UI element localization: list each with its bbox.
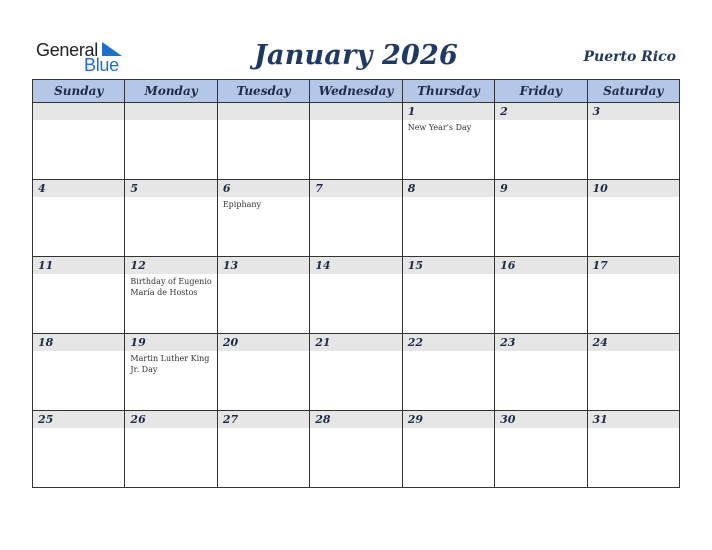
day-number: 15: [403, 257, 494, 274]
holiday-label: Epiphany: [222, 200, 262, 209]
day-cell: [125, 411, 217, 488]
week-row: [33, 334, 680, 411]
day-cell: [310, 411, 402, 488]
logo-text-blue: Blue: [84, 55, 119, 75]
day-cell: [217, 180, 309, 257]
day-cell: [125, 180, 217, 257]
day-cell: [33, 257, 125, 334]
day-number: 18: [33, 334, 124, 351]
weekday-header: Thursday: [402, 80, 494, 103]
day-number: 1: [403, 103, 494, 120]
day-cell: [310, 103, 402, 180]
day-cell: [495, 103, 587, 180]
day-number: 30: [495, 411, 586, 428]
day-cell: [125, 103, 217, 180]
day-cell: [217, 103, 309, 180]
holiday-label: Birthday of Eugenio María de Hostos: [130, 277, 212, 297]
day-number: 4: [33, 180, 124, 197]
day-cell: [217, 334, 309, 411]
day-cell: [402, 103, 494, 180]
day-cell: [33, 103, 125, 180]
day-cell: [587, 257, 679, 334]
day-cell: [310, 334, 402, 411]
day-number: 10: [588, 180, 679, 197]
day-cell: [495, 180, 587, 257]
day-number: 22: [403, 334, 494, 351]
day-number: 7: [310, 180, 401, 197]
day-cell: [310, 180, 402, 257]
weekday-header: Sunday: [33, 80, 125, 103]
day-cell: [495, 411, 587, 488]
day-number: 16: [495, 257, 586, 274]
day-cell: [587, 334, 679, 411]
weekday-header: Tuesday: [217, 80, 309, 103]
day-cell: [402, 411, 494, 488]
day-number: [33, 103, 124, 120]
day-number: 31: [588, 411, 679, 428]
day-cell: [217, 411, 309, 488]
day-cell: [495, 334, 587, 411]
week-row: [33, 257, 680, 334]
weekday-header-row: [33, 80, 680, 103]
day-cell: [495, 257, 587, 334]
day-number: 29: [403, 411, 494, 428]
day-cell: [402, 334, 494, 411]
day-cell: [402, 180, 494, 257]
day-cell: [587, 180, 679, 257]
day-cell: [587, 411, 679, 488]
day-number: 14: [310, 257, 401, 274]
day-number: 2: [495, 103, 586, 120]
calendar-title: January 2026: [254, 40, 458, 71]
day-number: 9: [495, 180, 586, 197]
day-number: 12: [125, 257, 216, 274]
day-number: 25: [33, 411, 124, 428]
week-row: [33, 411, 680, 488]
weekday-header: Wednesday: [310, 80, 402, 103]
day-cell: [33, 334, 125, 411]
day-cell: [587, 103, 679, 180]
day-number: 11: [33, 257, 124, 274]
day-cell: [33, 411, 125, 488]
day-number: 3: [588, 103, 679, 120]
day-number: 27: [218, 411, 309, 428]
day-number: 19: [125, 334, 216, 351]
day-number: 21: [310, 334, 401, 351]
day-number: 26: [125, 411, 216, 428]
week-row: [33, 103, 680, 180]
day-cell: [402, 257, 494, 334]
week-row: [33, 180, 680, 257]
day-number: 5: [125, 180, 216, 197]
weekday-header: Friday: [495, 80, 587, 103]
day-number: [218, 103, 309, 120]
weekday-header: Monday: [125, 80, 217, 103]
day-number: 6: [218, 180, 309, 197]
day-number: 8: [403, 180, 494, 197]
day-number: 20: [218, 334, 309, 351]
day-number: 17: [588, 257, 679, 274]
day-cell: [125, 257, 217, 334]
day-number: 13: [218, 257, 309, 274]
holiday-label: New Year's Day: [407, 123, 472, 132]
logo-text-general: General: [36, 40, 98, 60]
day-cell: [33, 180, 125, 257]
day-cell: [217, 257, 309, 334]
day-number: 23: [495, 334, 586, 351]
weekday-header: Saturday: [587, 80, 679, 103]
country-label: Puerto Rico: [583, 49, 676, 65]
day-number: [125, 103, 216, 120]
holiday-label: Martin Luther King Jr. Day: [130, 354, 210, 374]
day-cell: [125, 334, 217, 411]
day-cell: [310, 257, 402, 334]
calendar-grid: [32, 79, 680, 488]
day-number: 28: [310, 411, 401, 428]
day-number: 24: [588, 334, 679, 351]
day-number: [310, 103, 401, 120]
